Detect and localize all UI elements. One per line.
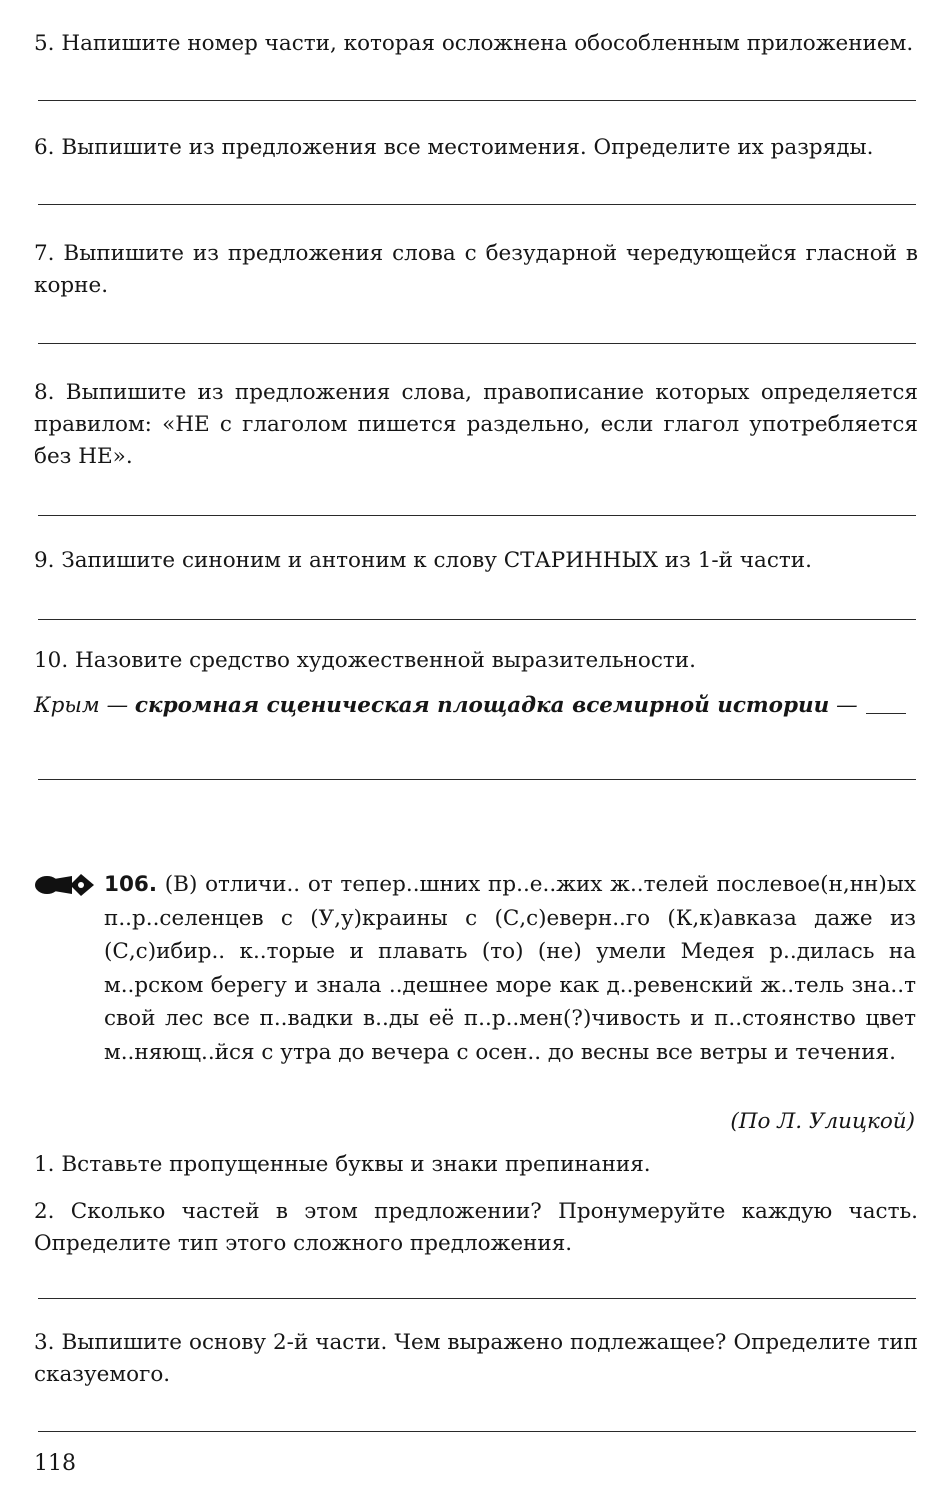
- source-attribution: (По Л. Улицкой): [730, 1109, 915, 1134]
- q10-sentence-bold: скромная сценическая площадка всемирной истории: [134, 693, 830, 718]
- answer-line: [38, 343, 916, 344]
- task-3: 3. Выпишите основу 2-й части. Чем выражено подлежащее? Определите тип сказуемого.: [34, 1330, 918, 1387]
- task-1: 1. Вставьте пропущенные буквы и знаки препинания.: [34, 1152, 651, 1177]
- q10-sentence: [34, 690, 918, 722]
- question-8: 8. Выпишите из предложения слова, правописание которых определяется правилом: «НЕ с глаголом пишется раздельно, если глагол употребляется без НЕ».: [34, 380, 918, 469]
- answer-line: [38, 779, 916, 780]
- exercise-106-text: [104, 868, 916, 1069]
- question-9: 9. Запишите синоним и антоним к слову СТАРИННЫХ из 1-й части.: [34, 548, 812, 573]
- exercise-number: 106.: [104, 872, 158, 897]
- answer-line: [38, 100, 916, 101]
- question-5: 5. Напишите номер части, которая осложнена обособленным приложением.: [34, 31, 914, 56]
- answer-line: [38, 619, 916, 620]
- answer-line: [38, 1298, 916, 1299]
- exercise-sentence: (В) отличи.. от тепер..шних пр..е..жих ж..телей послевое(н,нн)ых п..р..селенцев с (У,у)краины с (С,с)еверн..го (К,к)авказа даже из (С,с)ибир.. к..торые и плавать (то) (не) умели Медея р..дилась на м..рском берегу и знала ..дешнее море как д..ревенский ж..тель зна..т свой лес все п..вадки в..ды её п..р..мен(?)чивость и п..стоянство цвет м..няющ..йся с утра до вечера с осен.. до весны все ветры и течения.: [104, 872, 916, 1065]
- question-7: 7. Выпишите из предложения слова с безударной чередующейся гласной в корне.: [34, 241, 918, 298]
- question-6: 6. Выпишите из предложения все местоимения. Определите их разряды.: [34, 135, 874, 160]
- answer-line: [38, 515, 916, 516]
- answer-blank: [866, 693, 906, 714]
- pen-nib-icon: [34, 870, 96, 900]
- q10-sentence-end: —: [829, 693, 858, 718]
- question-10: 10. Назовите средство художественной выразительности.: [34, 648, 696, 673]
- answer-line: [38, 204, 916, 205]
- task-2: 2. Сколько частей в этом предложении? Пронумеруйте каждую часть. Определите тип этого сложного предложения.: [34, 1199, 918, 1256]
- answer-line: [38, 1431, 916, 1432]
- q10-sentence-start: Крым —: [34, 693, 135, 718]
- page-number: 118: [34, 1451, 76, 1476]
